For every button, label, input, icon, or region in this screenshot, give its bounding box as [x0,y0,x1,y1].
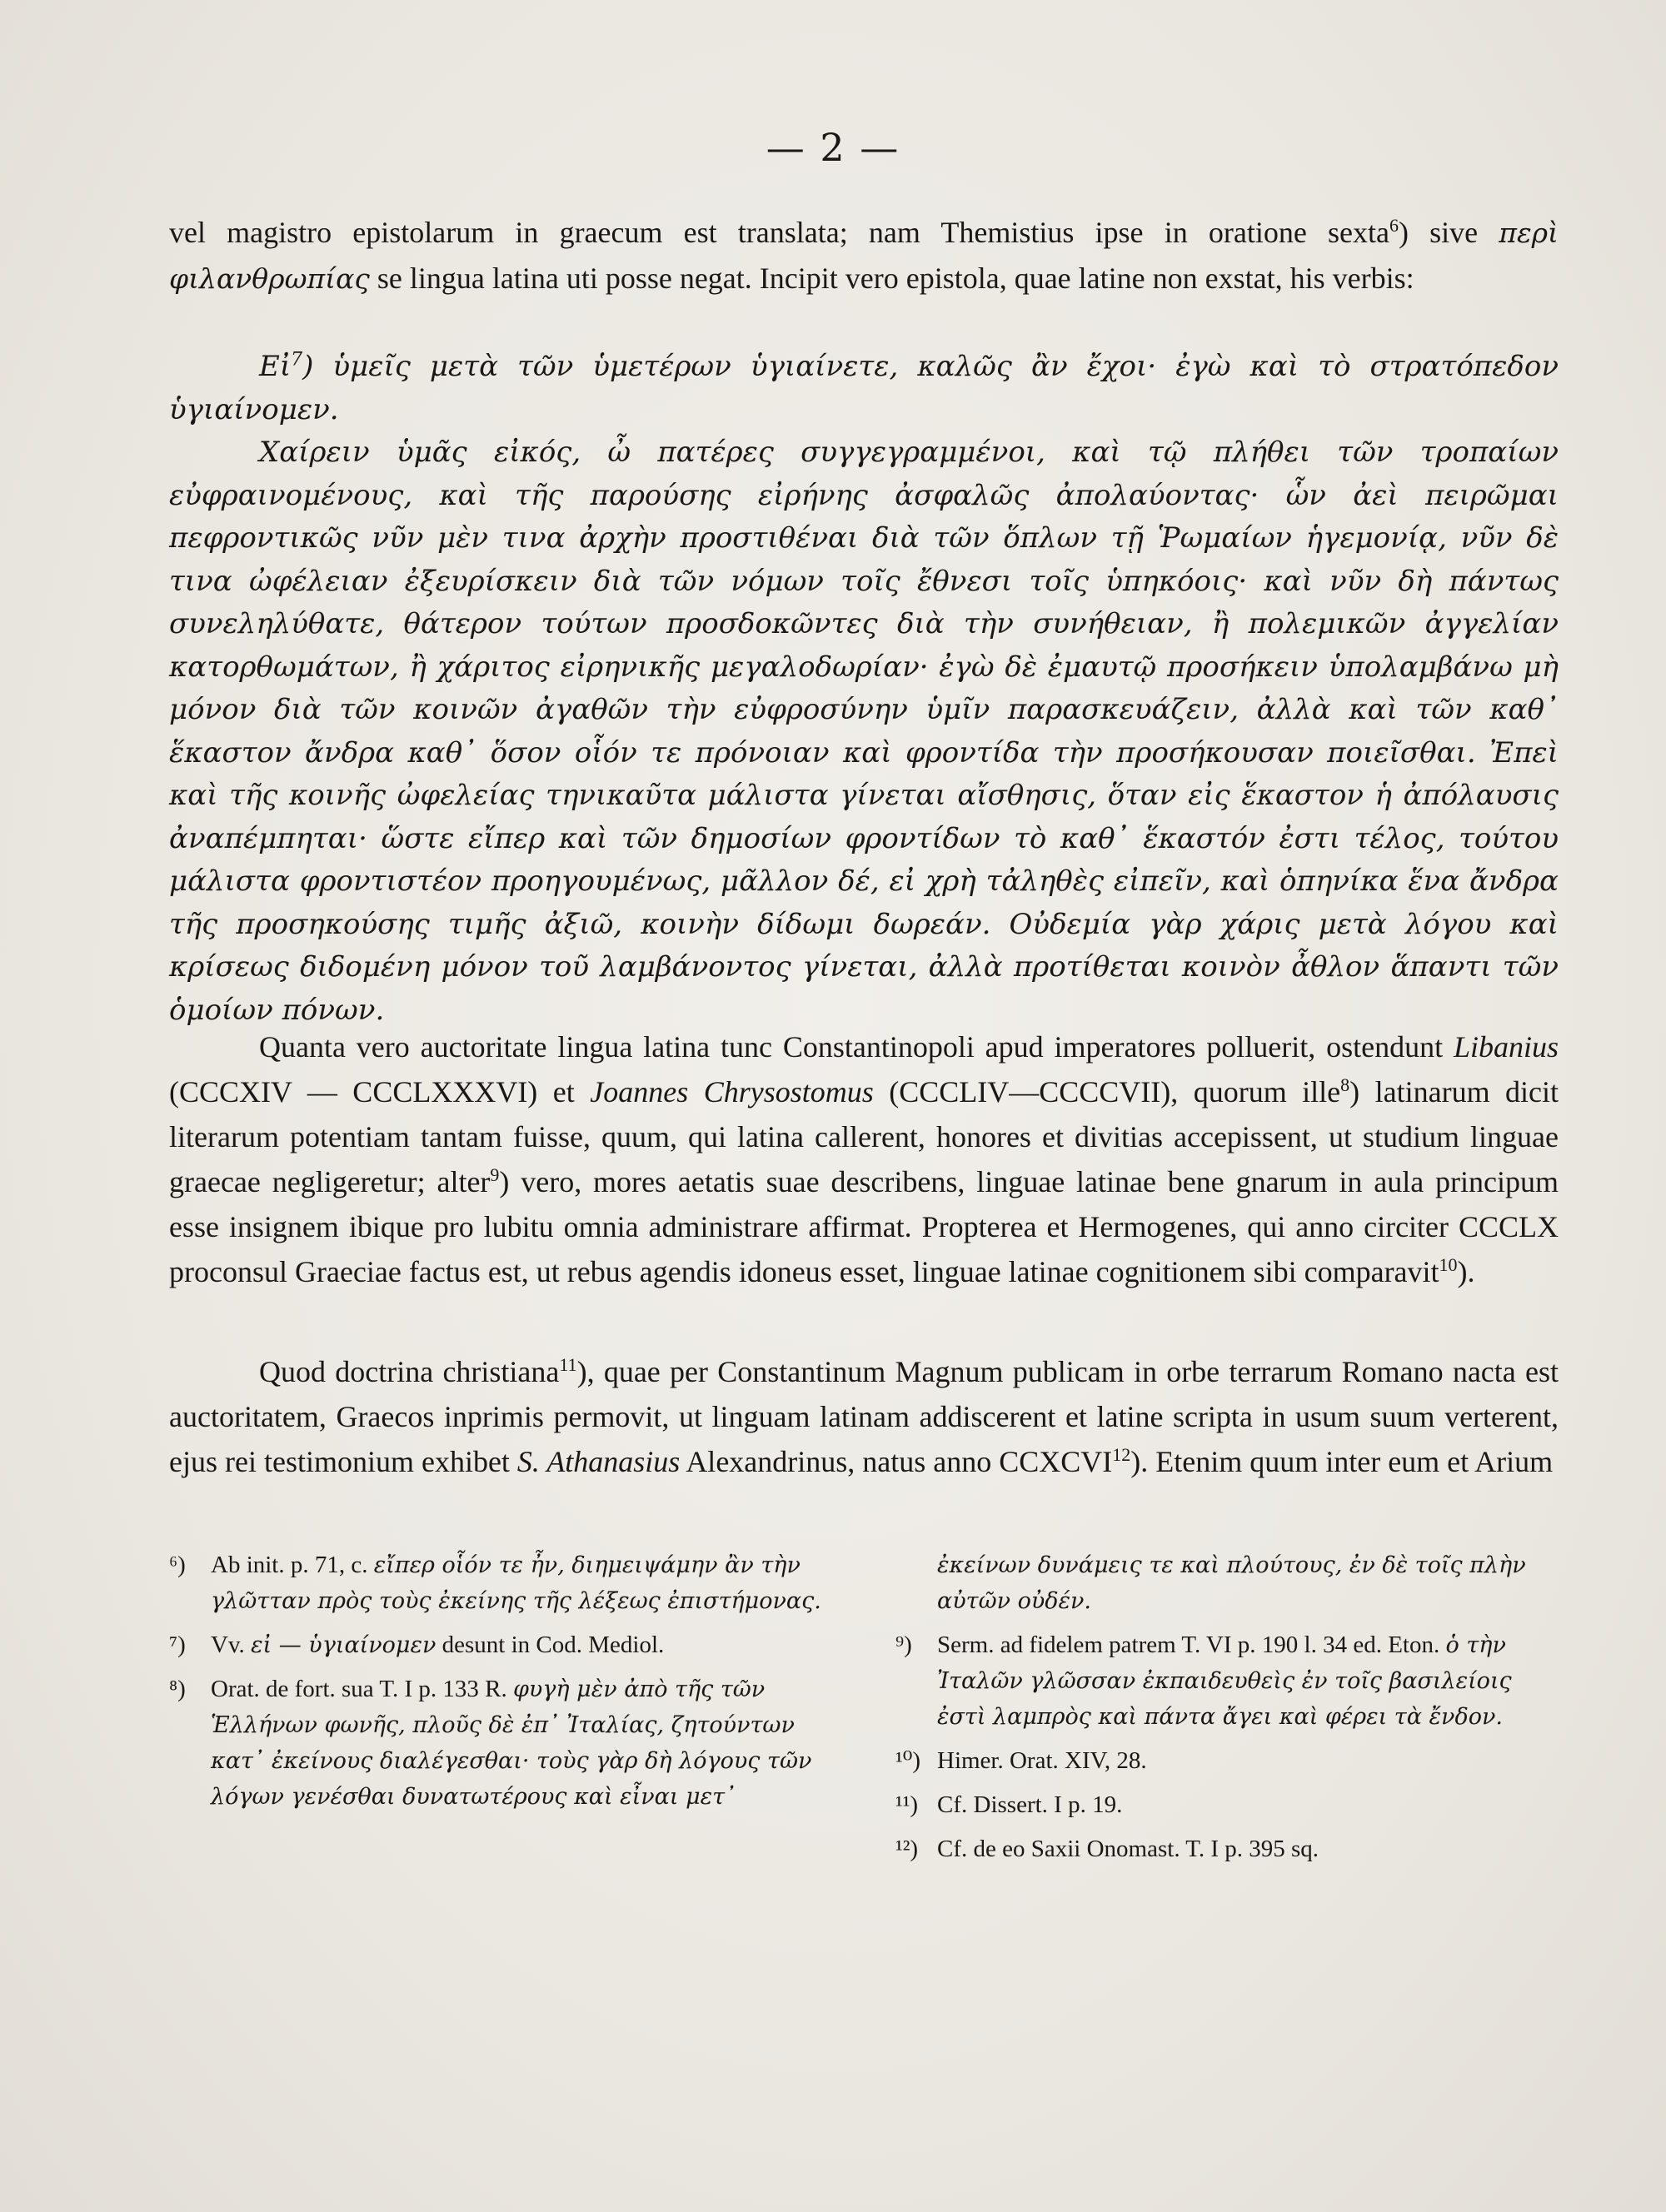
footnote-ref-9: 9 [490,1164,500,1185]
footnotes-right-column [895,1547,1559,1876]
name-athanasius: S. Athanasius [516,1445,681,1478]
intro-paragraph [169,210,1559,301]
intro-text: vel magistro epistolarum in graecum est translata; nam Themistius ipse in oratione sexta$^6$) sive περὶ φιλανθρωπίας se lingua latina uti posse negat. Incipit vero epistola, quae latine non exstat, his verbis: [169,215,1559,295]
footnote-ref-7: 7 [291,349,303,371]
greek-quotation [169,346,1559,1032]
footnote-8-continued: ἐκείνων δυνάμεις τε καὶ πλούτους, ἐν δὲ τοῖς πλὴν αὐτῶν οὐδέν. [937,1552,1526,1614]
name-libanius: Libanius [1453,1030,1559,1064]
footnote-ref-10: 10 [1439,1254,1458,1275]
footnotes-left-column [169,1547,835,1823]
footnote-9: ⁹) Serm. ad fidelem patrem T. VI p. 190 l. 34 ed. Eton. ὁ τὴν Ἰταλῶν γλῶσσαν ἐκπαιδευθεὶς ἐν τοῖς βασιλείοις ἐστὶ λαμπρὸς καὶ πάντα ἄγει καὶ φέρει τὰ ἔνδον. [895,1632,1512,1730]
footnote-ref-11: 11 [559,1354,577,1375]
paragraph-doctrina: Quod doctrina christiana$^{11}$), quae per Constantinum Magnum publicam in orbe terrarum Romano nacta est auctoritatem, Graecos inprimis permovit, ut linguam latinam addiscerent et latine scripta in usum suum verterent, ejus rei testimonium exhibet S. Athanasius Alexandrinus, natus anno CCXCVI$^{12}$). Etenim quum inter eum et Arium [169,1354,1559,1478]
greek-title: περὶ φιλανθρωπίας [169,217,1559,295]
footnote-8: ⁸) Orat. de fort. sua T. I p. 133 R. φυγὴ μὲν ἀπὸ τῆς τῶν Ἑλλήνων φωνῆς, πλοῦς δὲ ἐπ᾽ Ἰταλίας, ζητούντων κατ᾽ ἐκείνους διαλέγεσθαι· τοὺς γὰρ δὴ λόγους τῶν λόγων γενέσθαι δυνατωτέρους καὶ εἶναι μετ᾽ [169,1676,812,1810]
greek-quote-opening: Εἰ$^7$) ὑμεῖς μετὰ τῶν ὑμετέρων ὑγιαίνετε, καλῶς ἂν ἔχοι· ἐγὼ καὶ τὸ στρατόπεδον ὑγιαίνομεν. [169,349,1559,426]
name-chrysostomus: Joannes Chrysostomus [590,1075,874,1108]
footnote-ref-8: 8 [1340,1074,1350,1095]
footnote-11: ¹¹) Cf. Dissert. I p. 19. [895,1791,1123,1818]
page-number: — 2 — [766,125,900,170]
footnote-12: ¹²) Cf. de eo Saxii Onomast. T. I p. 395 sq. [895,1836,1319,1862]
footnote-10: ¹⁰) Himer. Orat. XIV, 28. [895,1747,1147,1774]
greek-quote-body: Χαίρειν ὑμᾶς εἰκός, ὦ πατέρες συγγεγραμμένοι, καὶ τῷ πλήθει τῶν τροπαίων εὐφραινομένους, καὶ τῆς παρούσης εἰρήνης ἀσφαλῶς ἀπολαύοντας· ὧν ἀεὶ πειρῶμαι πεφροντικῶς νῦν μὲν τινα ἀρχὴν προστιθέναι διὰ τῶν ὅπλων τῇ Ῥωμαίων ἡγεμονίᾳ, νῦν δὲ τινα ὠφέλειαν ἐξευρίσκειν διὰ τῶν νόμων τοῖς ἔθνεσι τοῖς ὑπηκόοις· καὶ νῦν δὴ πάντως συνεληλύθατε, θάτερον τούτων προσδοκῶντες διὰ τὴν συνήθειαν, ἢ πολεμικῶν ἀγγελίαν κατορθωμάτων, ἢ χάριτος εἰρηνικῆς μεγαλοδωρίαν· ἐγὼ δὲ ἐμαυτῷ προσήκειν ὑπολαμβάνω μὴ μόνον διὰ τῶν κοινῶν ἀγαθῶν τὴν εὐφροσύνην ὑμῖν παρασκευάζειν, ἀλλὰ καὶ τῶν καθ᾽ ἕκαστον ἄνδρα καθ᾽ ὅσον οἷόν τε πρόνοιαν καὶ φροντίδα τὴν προσήκουσαν ποιεῖσθαι. Ἐπεὶ καὶ τῆς κοινῆς ὠφελείας τηνικαῦτα μάλιστα γίνεται αἴσθησις, ὅταν εἰς ἕκαστον ἡ ἀπόλαυσις ἀναπέμπηται· ὥστε εἴπερ καὶ τῶν δημοσίων φροντίδων τὸ καθ᾽ ἕκαστόν ἐστι τέλος, τούτου μάλιστα φροντιστέον προηγουμένως, μᾶλλον δέ, εἰ χρὴ τἀληθὲς εἰπεῖν, καὶ ὁπηνίκα ἕνα ἄνδρα τῆς προσηκούσης τιμῆς ἀξιῶ, κοινὴν δίδωμι δωρεάν. Οὐδεμία γὰρ χάρις μετὰ λόγου καὶ κρίσεως διδομένη μόνον τοῦ λαμβάνοντος γίνεται, ἀλλὰ προτίθεται κοινὸν ἆθλον ἅπαντι τῶν ὁμοίων πόνων. [169,436,1559,1027]
footnote-7: ⁷) Vv. εἰ — ὑγιαίνομεν desunt in Cod. Mediol. [169,1632,665,1658]
footnote-ref-12: 12 [1112,1444,1131,1465]
footnote-ref-6: 6 [1389,215,1399,236]
paragraph-auctoritate: Quanta vero auctoritate lingua latina tunc Constantinopoli apud imperatores polluerit, ostendunt Libanius (CCCXIV — CCCLXXXVI) et Joannes Chrysostomus (CCCLIV—CCCCVII), quorum ille$^8$) latinarum dicit literarum potentiam tantam fuisse, quum, qui latina callerent, honores et divitias accepissent, ut studium linguae graecae negligeretur; alter$^9$) vero, mores aetatis suae describens, linguae latinae bene gnarum in aula principum esse insignem ibique pro lubitu omnia administrare affirmat. Propterea et Hermogenes, qui anno circiter CCCLX proconsul Graeciae factus est, ut rebus agendis idoneus esset, linguae latinae cognitionem sibi comparavit$^{10}$). [169,1030,1559,1288]
footnote-6: ⁶) Ab init. p. 71, c. εἴπερ οἷόν τε ἦν, διημειψάμην ἂν τὴν γλῶτταν πρὸς τοὺς ἐκείνης τῆς λέξεως ἐπιστήμονας. [169,1552,821,1614]
